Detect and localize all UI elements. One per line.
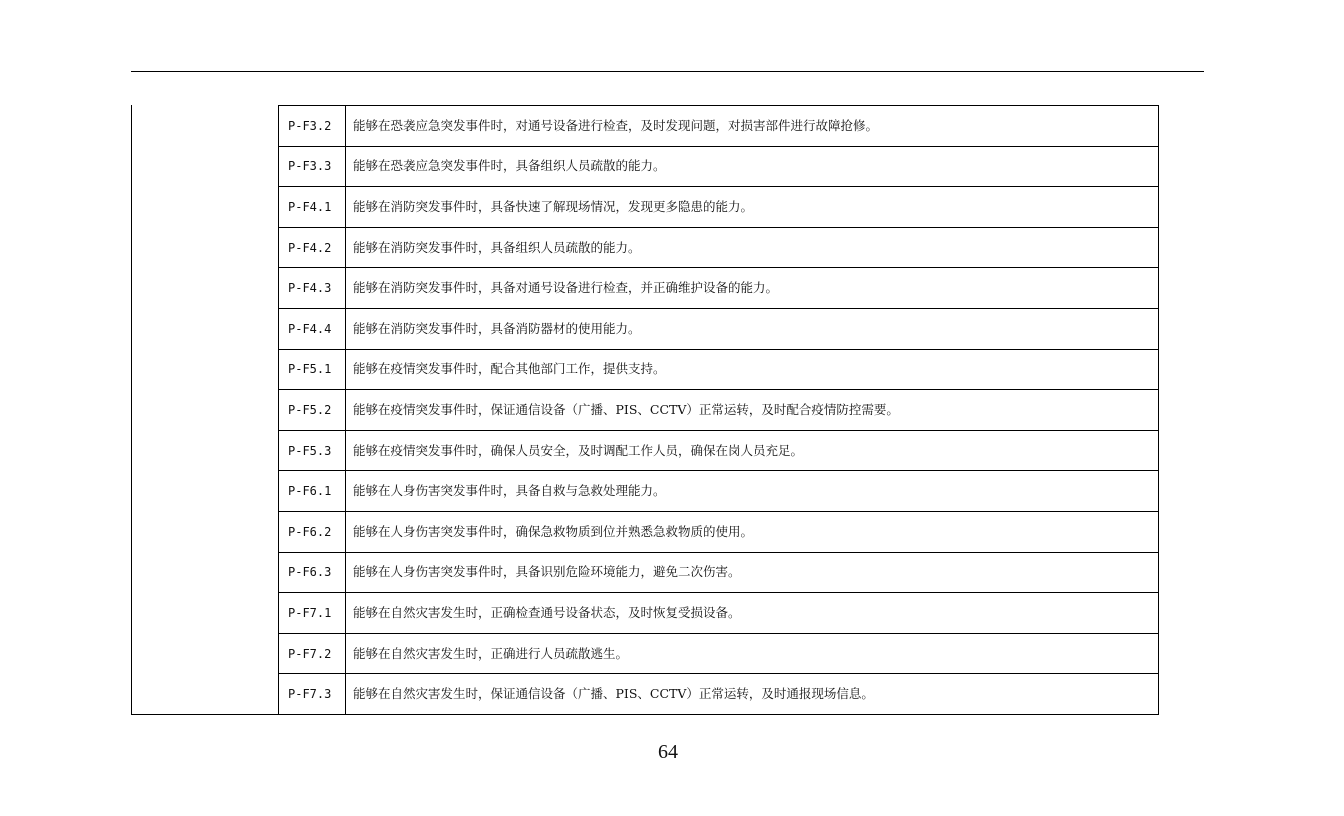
competency-code: P-F7.1 bbox=[279, 593, 346, 634]
competency-code: P-F4.2 bbox=[279, 227, 346, 268]
competency-description: 能够在自然灾害发生时，保证通信设备（广播、PIS、CCTV）正常运转，及时通报现场信息。 bbox=[346, 674, 1159, 715]
table-row bbox=[279, 593, 1159, 634]
competency-description: 能够在消防突发事件时，具备对通号设备进行检查，并正确维护设备的能力。 bbox=[346, 268, 1159, 309]
competency-code: P-F6.3 bbox=[279, 552, 346, 593]
competency-code: P-F6.1 bbox=[279, 471, 346, 512]
competency-description: 能够在恐袭应急突发事件时，对通号设备进行检查，及时发现问题，对损害部件进行故障抢修。 bbox=[346, 106, 1159, 147]
competency-code: P-F6.2 bbox=[279, 511, 346, 552]
table-row bbox=[279, 227, 1159, 268]
header-rule bbox=[131, 71, 1204, 72]
competency-table bbox=[131, 105, 1159, 716]
page-number: 64 bbox=[658, 741, 678, 763]
competency-code: P-F5.1 bbox=[279, 349, 346, 390]
competency-code: P-F5.3 bbox=[279, 430, 346, 471]
competency-description: 能够在人身伤害突发事件时，确保急救物质到位并熟悉急救物质的使用。 bbox=[346, 511, 1159, 552]
table-row bbox=[279, 552, 1159, 593]
competency-description: 能够在疫情突发事件时，配合其他部门工作，提供支持。 bbox=[346, 349, 1159, 390]
table-row bbox=[279, 106, 1159, 147]
competency-rows bbox=[278, 105, 1159, 715]
competency-description: 能够在人身伤害突发事件时，具备识别危险环境能力，避免二次伤害。 bbox=[346, 552, 1159, 593]
table-row bbox=[279, 430, 1159, 471]
competency-description: 能够在疫情突发事件时，确保人员安全，及时调配工作人员，确保在岗人员充足。 bbox=[346, 430, 1159, 471]
table-row bbox=[279, 471, 1159, 512]
table-row bbox=[279, 187, 1159, 228]
category-column-continuation bbox=[131, 105, 279, 715]
competency-code: P-F7.2 bbox=[279, 633, 346, 674]
table-row bbox=[279, 511, 1159, 552]
competency-code: P-F4.4 bbox=[279, 308, 346, 349]
competency-description: 能够在消防突发事件时，具备消防器材的使用能力。 bbox=[346, 308, 1159, 349]
table-row bbox=[279, 674, 1159, 715]
competency-code: P-F4.1 bbox=[279, 187, 346, 228]
competency-description: 能够在疫情突发事件时，保证通信设备（广播、PIS、CCTV）正常运转，及时配合疫情防控需要。 bbox=[346, 390, 1159, 431]
competency-code: P-F7.3 bbox=[279, 674, 346, 715]
competency-code: P-F5.2 bbox=[279, 390, 346, 431]
competency-description: 能够在自然灾害发生时，正确检查通号设备状态，及时恢复受损设备。 bbox=[346, 593, 1159, 634]
competency-code: P-F3.3 bbox=[279, 146, 346, 187]
competency-description: 能够在人身伤害突发事件时，具备自救与急救处理能力。 bbox=[346, 471, 1159, 512]
table-row bbox=[279, 633, 1159, 674]
table-row bbox=[279, 390, 1159, 431]
competency-description: 能够在消防突发事件时，具备快速了解现场情况，发现更多隐患的能力。 bbox=[346, 187, 1159, 228]
competency-description: 能够在恐袭应急突发事件时，具备组织人员疏散的能力。 bbox=[346, 146, 1159, 187]
competency-description: 能够在自然灾害发生时，正确进行人员疏散逃生。 bbox=[346, 633, 1159, 674]
competency-description: 能够在消防突发事件时，具备组织人员疏散的能力。 bbox=[346, 227, 1159, 268]
table-row bbox=[279, 146, 1159, 187]
competency-code: P-F3.2 bbox=[279, 106, 346, 147]
table-row bbox=[279, 308, 1159, 349]
table-row bbox=[279, 349, 1159, 390]
competency-code: P-F4.3 bbox=[279, 268, 346, 309]
table-row bbox=[279, 268, 1159, 309]
